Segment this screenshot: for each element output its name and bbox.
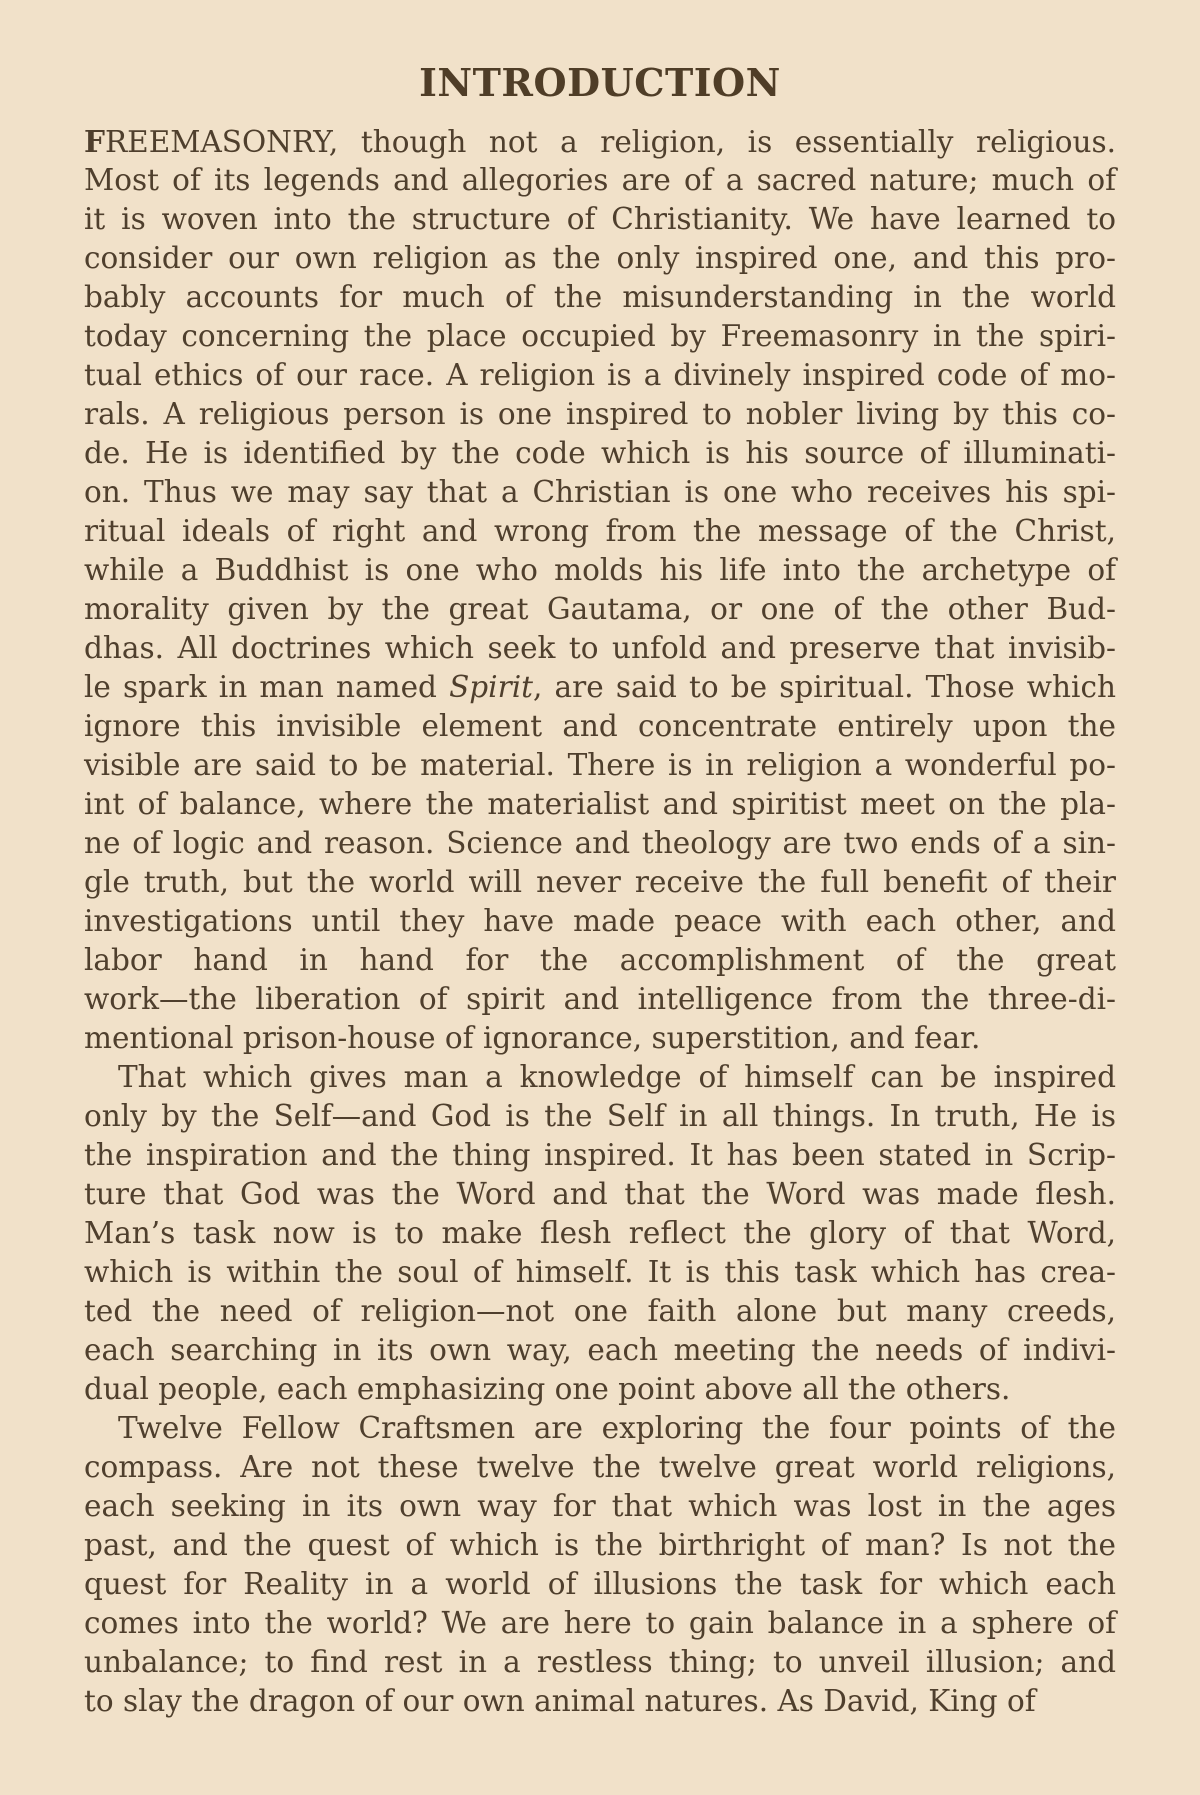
text-line: Most of its legends and allegories are of a sacred nature; much of bbox=[84, 163, 1116, 197]
text-line: gle truth, but the world will never receive the full benefit of their bbox=[84, 865, 1116, 899]
text-line: FREEMASONRY, though not a religion, is essentially religious. bbox=[84, 124, 1116, 159]
paragraph bbox=[84, 1409, 1116, 1721]
text-line: which is within the soul of himself. It is this task which has crea- bbox=[84, 1255, 1116, 1289]
text-line: le spark in man named Spirit, are said to be spiritual. Those which bbox=[84, 670, 1117, 704]
text-line: it is woven into the structure of Christianity. We have learned to bbox=[84, 202, 1116, 236]
text-line: work—the liberation of spirit and intelligence from the three-di- bbox=[84, 982, 1116, 1016]
text-line: labor hand in hand for the accomplishment of the great bbox=[84, 943, 1116, 977]
text-line: to slay the dragon of our own animal natures. As David, King of bbox=[84, 1684, 1036, 1718]
text-line: the inspiration and the thing inspired. It has been stated in Scrip- bbox=[84, 1138, 1116, 1172]
text-line: int of balance, where the materialist and spiritist meet on the pla- bbox=[84, 787, 1116, 821]
text-line: each seeking in its own way for that which was lost in the ages bbox=[84, 1489, 1116, 1523]
text-line: comes into the world? We are here to gain balance in a sphere of bbox=[84, 1606, 1116, 1640]
text-line: visible are said to be material. There is in religion a wonderful po- bbox=[84, 748, 1116, 782]
text-line: ne of logic and reason. Science and theology are two ends of a sin- bbox=[84, 826, 1116, 860]
text-line: while a Buddhist is one who molds his life into the archetype of bbox=[84, 553, 1116, 587]
chapter-title: INTRODUCTION bbox=[419, 60, 781, 105]
text-line: investigations until they have made peace with each other, and bbox=[84, 904, 1116, 938]
text-line: today concerning the place occupied by Freemasonry in the spiri- bbox=[84, 319, 1116, 353]
text-line: only by the Self—and God is the Self in all things. In truth, He is bbox=[84, 1099, 1116, 1133]
text-line: past, and the quest of which is the birthright of man? Is not the bbox=[84, 1528, 1116, 1562]
text-line: on. Thus we may say that a Christian is one who receives his spi- bbox=[84, 475, 1116, 509]
text-line: ritual ideals of right and wrong from the message of the Christ, bbox=[84, 514, 1116, 548]
text-line: tual ethics of our race. A religion is a divinely inspired code of mo- bbox=[84, 358, 1116, 392]
text-line: de. He is identified by the code which is his source of illuminati- bbox=[84, 436, 1116, 470]
text-line: consider our own religion as the only inspired one, and this pro- bbox=[84, 241, 1116, 275]
text-line: dhas. All doctrines which seek to unfold and preserve that invisib- bbox=[84, 631, 1116, 665]
text-line: mentional prison-house of ignorance, superstition, and fear. bbox=[84, 1021, 981, 1055]
text-line: That which gives man a knowledge of himself can be inspired bbox=[118, 1060, 1116, 1094]
text-line: quest for Reality in a world of illusions the task for which each bbox=[84, 1567, 1116, 1601]
text-line: ted the need of religion—not one faith alone but many creeds, bbox=[84, 1294, 1116, 1328]
page bbox=[84, 54, 1116, 1721]
text-line: ture that God was the Word and that the Word was made flesh. bbox=[84, 1177, 1116, 1211]
text-line: morality given by the great Gautama, or one of the other Bud- bbox=[84, 592, 1116, 626]
paragraph bbox=[84, 1058, 1116, 1409]
text-line: dual people, each emphasizing one point above all the others. bbox=[84, 1372, 1011, 1406]
text-line: ignore this invisible element and concentrate entirely upon the bbox=[84, 709, 1116, 743]
text-line: compass. Are not these twelve the twelve great world religions, bbox=[84, 1450, 1116, 1484]
initial-letter: F bbox=[84, 124, 105, 159]
text-line: Man’s task now is to make flesh reflect the glory of that Word, bbox=[84, 1216, 1116, 1250]
paragraph bbox=[84, 122, 1116, 1058]
text-line: Twelve Fellow Craftsmen are exploring the four points of the bbox=[118, 1411, 1116, 1445]
text-line: each searching in its own way, each meeting the needs of indivi- bbox=[84, 1333, 1116, 1367]
body-text bbox=[84, 122, 1116, 1721]
text-line: unbalance; to find rest in a restless thing; to unveil illusion; and bbox=[84, 1645, 1116, 1679]
text-line: bably accounts for much of the misunderstanding in the world bbox=[84, 280, 1116, 314]
italic-word: Spirit bbox=[449, 670, 534, 704]
text-line: rals. A religious person is one inspired to nobler living by this co- bbox=[84, 397, 1116, 431]
